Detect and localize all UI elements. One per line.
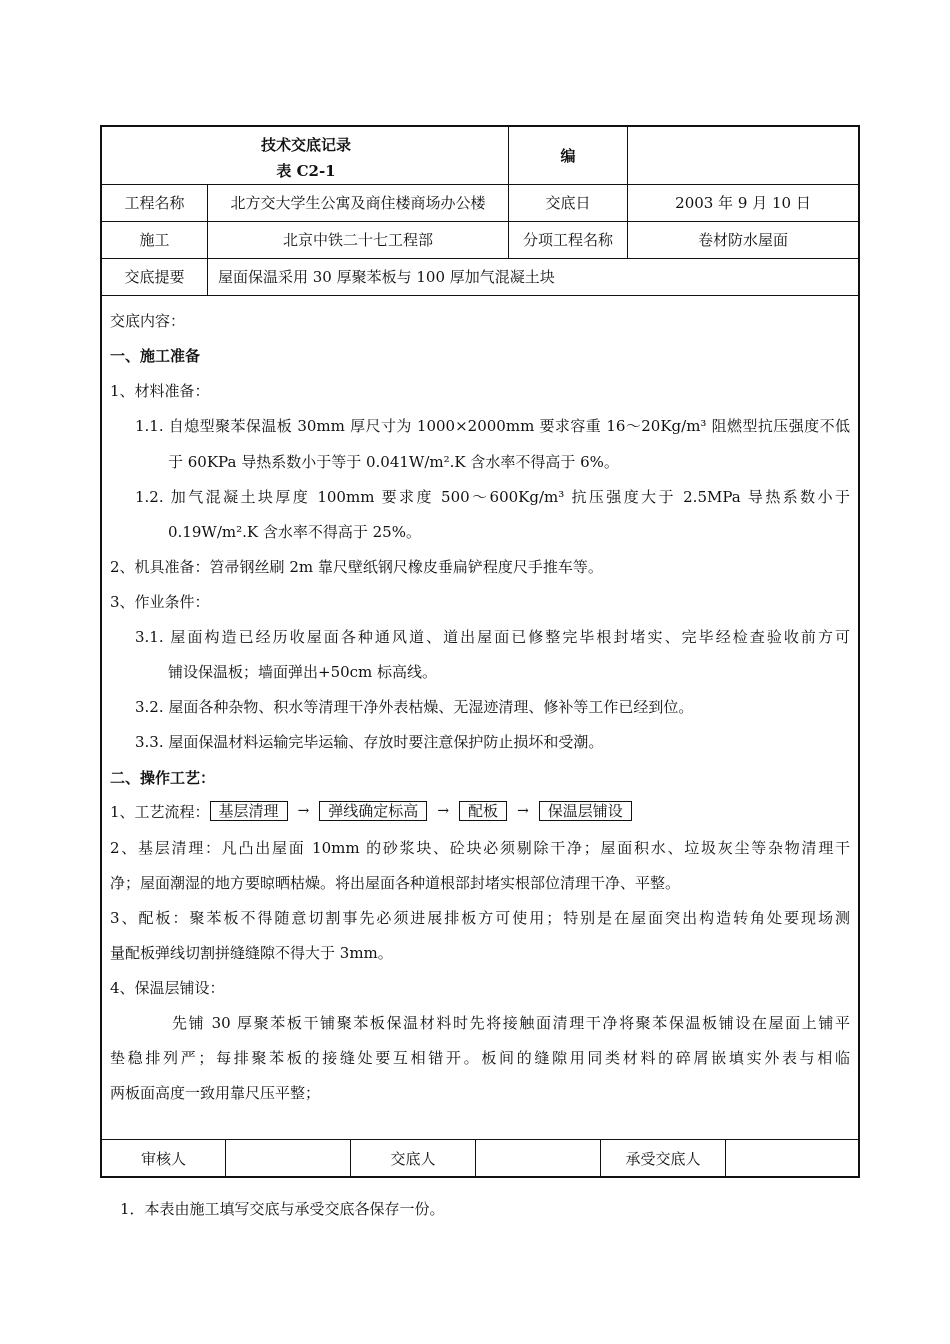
project-value: 北方交大学生公寓及商住楼商场办公楼 [230, 194, 486, 212]
section-1-title: 一、施工准备 [110, 347, 201, 365]
item-1-1-2a: 1.2. 加气混凝土块厚度 100mm 要求度 500～600Kg/m³ 抗压强度大于 2.5MPa 导热系数小于 [135, 488, 850, 506]
item-2-3a: 3、配板：聚苯板不得随意切割事先必须进展排板方可使用；特别是在屋面突出构造转角处要现场测 [110, 909, 850, 927]
item-2-2a: 2、基层清理：凡凸出屋面 10mm 的砂浆块、砼块必须剔除干净；屋面积水、垃圾灰尘等杂物清理干 [110, 839, 850, 857]
date-value: 2003 年 9 月 10 日 [675, 194, 811, 212]
process-flow-label: 1、工艺流程： [110, 802, 210, 821]
item-1-3-2: 3.2. 屋面各种杂物、积水等清理干净外表枯燥、无湿迹清理、修补等工作已经到位。 [135, 698, 694, 716]
summary-label: 交底提要 [124, 268, 185, 286]
form-number: 表 C2-1 [276, 162, 336, 180]
item-2-4b: 垫稳排列严；每排聚苯板的接缝处要互相错开。板间的缝隙用同类材料的碎屑嵌填实外表与相临 [110, 1049, 850, 1067]
arrow-right-icon: → [517, 803, 529, 819]
discloser-label: 交底人 [390, 1149, 436, 1168]
project-label: 工程名称 [124, 194, 185, 212]
contractor-value: 北京中铁二十七工程部 [282, 231, 433, 249]
form-title: 技术交底记录 [260, 136, 351, 154]
content-intro: 交底内容： [110, 312, 186, 330]
item-2-4a: 先铺 30 厚聚苯板干铺聚苯板保温材料时先将接触面清理干净将聚苯保温板铺设在屋面上铺平 [172, 1014, 850, 1032]
process-flow [110, 800, 632, 822]
discloser-value[interactable] [476, 1140, 600, 1177]
item-2-3b: 量配板弹线切割拼缝缝隙不得大于 3mm。 [110, 944, 393, 962]
receiver-value[interactable] [726, 1140, 858, 1177]
section-2-title: 二、操作工艺： [110, 769, 216, 787]
subproject-label: 分项工程名称 [522, 231, 613, 249]
flow-step-3: 配板 [459, 801, 507, 821]
receiver-label: 承受交底人 [625, 1149, 701, 1168]
code-value[interactable] [628, 127, 858, 184]
summary-value: 屋面保温采用 30 厚聚苯板与 100 厚加气混凝土块 [218, 268, 555, 286]
flow-step-2: 弹线确定标高 [319, 801, 427, 821]
contractor-label: 施工 [139, 231, 170, 249]
date-label: 交底日 [545, 194, 591, 212]
item-1-2: 2、机具准备：笤帚钢丝刷 2m 靠尺壁纸钢尺橡皮垂扁铲程度尺手推车等。 [110, 558, 603, 576]
item-1-3-3: 3.3. 屋面保温材料运输完毕运输、存放时要注意保护防止损坏和受潮。 [135, 733, 604, 751]
flow-step-4: 保温层铺设 [539, 801, 632, 821]
flow-step-1: 基层清理 [210, 801, 288, 821]
item-1-1-1a: 1.1. 自熄型聚苯保温板 30mm 厚尺寸为 1000×2000mm 要求容重 16～20Kg/m³ 阻燃型抗压强度不低 [135, 417, 850, 435]
footnote: 1．本表由施工填写交底与承受交底各保存一份。 [120, 1200, 445, 1218]
item-1-1: 1、材料准备： [110, 382, 210, 400]
item-1-3: 3、作业条件： [110, 593, 210, 611]
reviewer-label: 审核人 [140, 1149, 186, 1168]
subproject-value: 卷材防水屋面 [697, 231, 788, 249]
item-2-4c: 两板面高度一致用靠尺压平整； [110, 1084, 321, 1102]
code-label: 编 [560, 146, 576, 165]
item-1-1-1b: 于 60KPa 导热系数小于等于 0.041W/m².K 含水率不得高于 6%。 [168, 453, 619, 471]
reviewer-value[interactable] [226, 1140, 350, 1177]
item-2-4: 4、保温层铺设： [110, 979, 225, 997]
item-2-2b: 净；屋面潮湿的地方要晾晒枯燥。将出屋面各种道根部封堵实根部位清理干净、平整。 [110, 874, 681, 892]
item-1-3-1b: 铺设保温板；墙面弹出+50cm 标高线。 [168, 663, 438, 681]
arrow-right-icon: → [297, 803, 310, 819]
item-1-3-1a: 3.1. 屋面构造已经历收屋面各种通风道、道出屋面已修整完毕根封堵实、完毕经检查验收前方可 [135, 628, 850, 646]
arrow-right-icon: → [437, 803, 450, 819]
item-1-1-2b: 0.19W/m².K 含水率不得高于 25%。 [168, 523, 421, 541]
